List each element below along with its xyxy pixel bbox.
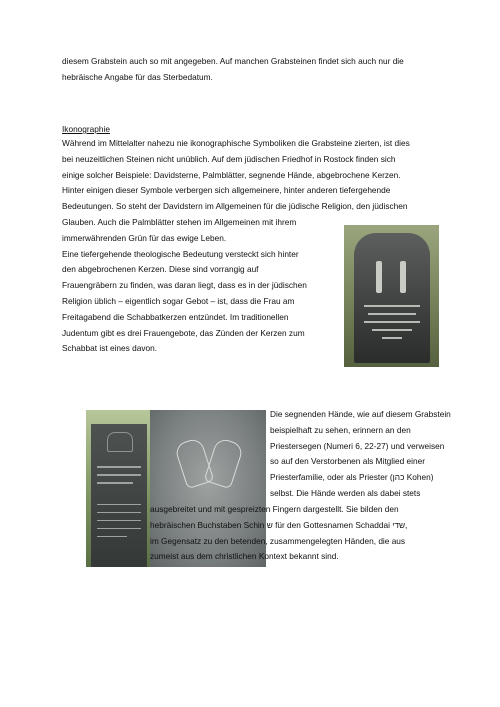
text-line: Hinter einigen dieser Symbole verbergen sich allgemeinere, hinter anderen tiefergehende: [62, 185, 391, 196]
text-line: Schabbat ist eines davon.: [62, 343, 158, 354]
paragraph-symbols: [62, 136, 438, 215]
text-line: Bedeutungen. So steht der Davidstern im Allgemeinen für die jüdische Religion, den jüdischen: [62, 201, 408, 212]
text-line: diesem Grabstein auch so mit angegeben. Auf manchen Grabsteinen findet sich auch nur die: [62, 56, 404, 66]
text-line: bei neuzeitlichen Steinen nicht unüblich. Auf dem jüdischen Friedhof in Rostock finden sich: [62, 153, 396, 164]
text-line: Glauben. Auch die Palmblätter stehen im Allgemeinen mit ihrem: [62, 217, 297, 227]
text-line: Freitagabend die Schabbatkerzen entzündet. Im traditionellen: [62, 311, 289, 322]
text-line: Während im Mittelalter nahezu nie ikonographische Symboliken die Grabsteine zierten, ist dies: [62, 138, 410, 148]
text-line: Frauengräbern zu finden, was daran liegt, dass es in der jüdischen: [62, 280, 307, 291]
text-line: so auf den Verstorbenen als Mitglied einer: [270, 456, 425, 467]
text-line: immerwährenden Grün für das ewige Leben.: [62, 232, 227, 243]
text-line: Priesterfamilie, oder als Priester (כהן Kohen): [270, 472, 434, 483]
text-line: Die segnenden Hände, wie auf diesem Grabstein: [270, 409, 451, 419]
gravestone-candles-photo: [344, 225, 439, 367]
text-line: Judentum gibt es drei Frauengebote, das Zünden der Kerzen zum: [62, 327, 305, 338]
text-line: hebräische Angabe für das Sterbedatum.: [62, 71, 213, 82]
text-line: hebräischen Buchstaben Schin ש für den Gottesnamen Schaddai שדי,: [150, 519, 408, 530]
text-line: selbst. Die Hände werden als dabei stets: [270, 487, 421, 498]
gravestone-hands-photo: [86, 410, 152, 567]
text-line: einige solcher Beispiele: Davidsterne, Palmblätter, segnende Hände, abgebrochene Kerzen.: [62, 169, 401, 180]
section-heading: Ikonographie: [62, 124, 110, 134]
paragraph-hands-continued: [150, 502, 438, 565]
text-line: Religion üblich – eigentlich sogar Gebot – ist, dass die Frau am: [62, 295, 295, 306]
text-line: zumeist aus dem christlichen Kontext bekannt sind.: [150, 551, 339, 562]
text-line: ausgebreitet und mit gespreizten Fingern dargestellt. Sie bilden den: [150, 504, 399, 514]
intro-paragraph: [62, 54, 438, 86]
paragraph-hands: [270, 407, 451, 502]
text-line: beispielhaft zu sehen, erinnern an den: [270, 424, 411, 435]
paragraph-candles: [62, 215, 334, 357]
text-line: Eine tiefergehende theologische Bedeutung versteckt sich hinter: [62, 248, 299, 259]
text-line: Priestersegen (Numeri 6, 22-27) und verweisen: [270, 440, 445, 451]
text-line: den abgebrochenen Kerzen. Diese sind vorrangig auf: [62, 264, 259, 275]
text-line: im Gegensatz zu den betenden, zusammengelegten Händen, die aus: [150, 535, 406, 546]
